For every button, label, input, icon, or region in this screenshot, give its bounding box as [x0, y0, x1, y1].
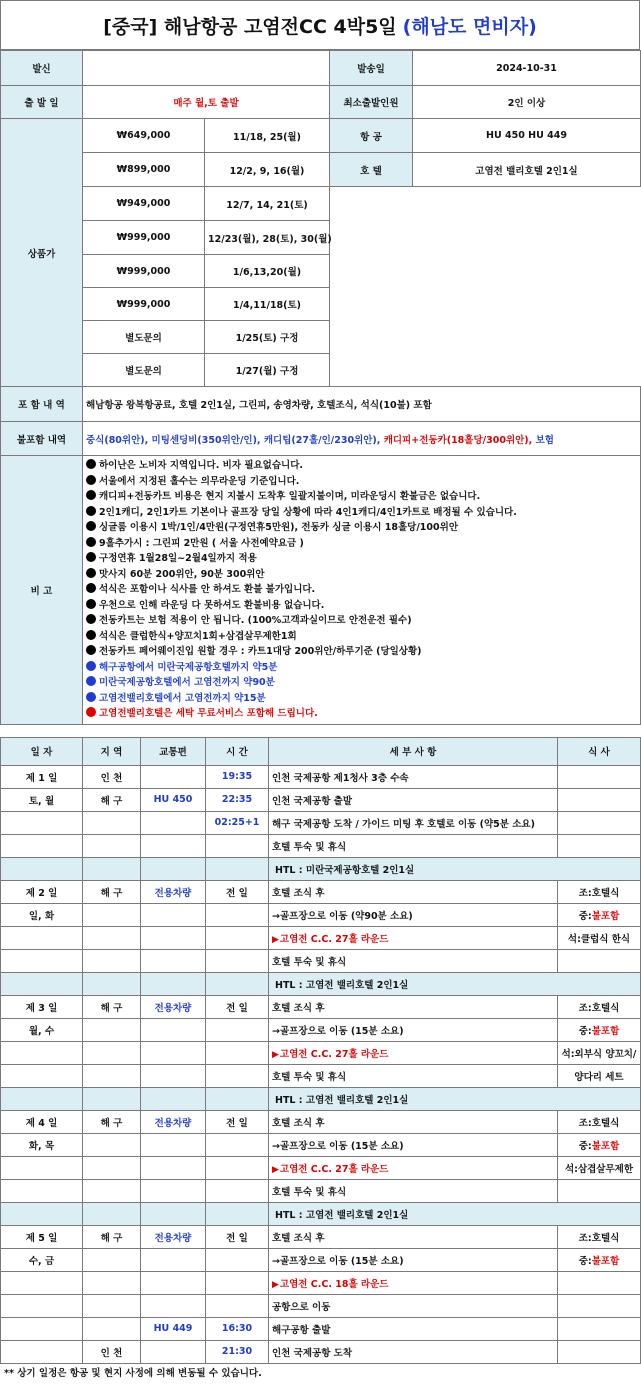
hotel-info: HTL : 미란국제공항호텔 2인1실: [269, 857, 641, 880]
time-cell: [206, 1271, 269, 1294]
meal-cell: 석:클럽식 한식: [558, 926, 641, 949]
day-cell: 일, 화: [1, 903, 83, 926]
meal-cell: [558, 1133, 641, 1156]
transport-cell: [141, 1179, 206, 1202]
transport-cell: [141, 1294, 206, 1317]
day-cell: 제 3 일: [1, 995, 83, 1018]
meal-cell: [558, 1317, 641, 1340]
bullet-icon: [86, 707, 96, 717]
region-cell: [83, 1248, 141, 1271]
meal-cell: 조:호텔식: [558, 1110, 641, 1133]
meal-prefix: 중:: [578, 910, 592, 922]
detail-text: 고염전 C.C. 27홀 라운드: [279, 933, 389, 945]
transport-cell: [141, 811, 206, 834]
meal-excluded: 불포함: [591, 1140, 620, 1152]
table-row: [1, 1248, 641, 1271]
table-row: [1, 1156, 641, 1179]
day-cell: [1, 949, 83, 972]
info-table: [0, 50, 641, 725]
meal-cell: 석:삼겹살무제한: [558, 1156, 641, 1179]
min-people-label: 최소출발인원: [330, 86, 413, 119]
transport-cell: [141, 1133, 206, 1156]
price-dates: 1/4,11/18(토): [205, 288, 330, 321]
day-cell: 월, 수: [1, 1018, 83, 1041]
region-cell: 인 천: [83, 765, 141, 788]
hotel-row-spacer: [1, 1202, 83, 1225]
notes-list: [83, 456, 641, 725]
exclude-value: [83, 422, 641, 456]
triangle-right-icon: ▶: [272, 1164, 279, 1175]
price-cell: ₩999,000: [83, 221, 205, 255]
note-text: 고염전밸리호텔은 세탁 무료서비스 포함해 드립니다.: [99, 708, 318, 719]
detail-cell: [269, 1271, 558, 1294]
region-cell: [83, 926, 141, 949]
note-text: 전동카트 페어웨이진입 원할 경우 : 카트1대당 200위안/하루기준 (당일상황): [99, 646, 422, 657]
note-item: [86, 706, 637, 722]
meal-cell: [558, 811, 641, 834]
detail-cell: 호텔 투숙 및 휴식: [269, 1064, 558, 1087]
bullet-icon: [86, 676, 96, 686]
day-cell: 제 4 일: [1, 1110, 83, 1133]
transport-cell: HU 449: [141, 1317, 206, 1340]
time-cell: [206, 1041, 269, 1064]
detail-cell: 호텔 투숙 및 휴식: [269, 834, 558, 857]
hotel-row-spacer: [206, 1202, 269, 1225]
day-cell: [1, 1271, 83, 1294]
time-cell: 02:25+1: [206, 811, 269, 834]
exclude-part-insurance: 보험: [535, 434, 554, 446]
hotel-row-spacer: [83, 1202, 141, 1225]
note-item: [86, 551, 637, 567]
note-item: [86, 489, 637, 505]
header-region: 지 역: [83, 737, 141, 765]
triangle-right-icon: ▶: [272, 1279, 279, 1290]
hotel-row-spacer: [141, 972, 206, 995]
time-cell: 전 일: [206, 995, 269, 1018]
price-dates: 12/2, 9, 16(월): [205, 153, 330, 187]
table-row: [1, 995, 641, 1018]
day-cell: 토, 월: [1, 788, 83, 811]
day-cell: 제 1 일: [1, 765, 83, 788]
time-cell: 22:35: [206, 788, 269, 811]
note-text: 석식은 클럽한식+양꼬치1회+삼겹살무제한1회: [99, 630, 297, 642]
meal-prefix: 중:: [578, 1025, 592, 1037]
price-dates: 12/23(월), 28(토), 30(월): [205, 221, 330, 255]
bullet-icon: [86, 692, 96, 702]
region-cell: [83, 1018, 141, 1041]
meal-prefix: 중:: [578, 1255, 592, 1267]
sender-label: 발신: [1, 51, 83, 86]
time-cell: [206, 1133, 269, 1156]
depart-value: 매주 월,토 출발: [83, 86, 330, 119]
note-item: [86, 675, 637, 691]
include-label: 포 함 내 역: [1, 387, 83, 422]
hotel-row-spacer: [1, 857, 83, 880]
meal-cell: 석:외부식 양꼬치/: [558, 1041, 641, 1064]
price-cell: ₩999,000: [83, 288, 205, 321]
note-item: [86, 613, 637, 629]
table-row: [1, 926, 641, 949]
region-cell: 해 구: [83, 880, 141, 903]
meal-cell: [558, 1294, 641, 1317]
triangle-right-icon: ▶: [272, 934, 279, 945]
header-transport: 교통편: [141, 737, 206, 765]
day-cell: [1, 1179, 83, 1202]
detail-cell: 인천 국제공항 제1청사 3층 수속: [269, 765, 558, 788]
hotel-info: HTL : 고염전 밸리호텔 2인1실: [269, 972, 641, 995]
min-people-value: 2인 이상: [413, 86, 641, 119]
day-cell: 제 5 일: [1, 1225, 83, 1248]
table-row: [1, 903, 641, 926]
bullet-icon: [86, 583, 96, 593]
detail-cell: [269, 1041, 558, 1064]
price-cell: 별도문의: [83, 354, 205, 387]
detail-cell: 인천 국제공항 출발: [269, 788, 558, 811]
detail-cell: 공항으로 이동: [269, 1294, 558, 1317]
bullet-icon: [86, 537, 96, 547]
time-cell: [206, 1064, 269, 1087]
transport-cell: 전용차량: [141, 1225, 206, 1248]
hotel-row-spacer: [141, 857, 206, 880]
meal-cell: [558, 788, 641, 811]
hotel-row-spacer: [206, 1087, 269, 1110]
title-main: [중국] 해남항공 고염전CC 4박5일: [103, 15, 397, 38]
detail-cell: →골프장으로 이동 (15분 소요): [269, 1248, 558, 1271]
hotel-row-spacer: [83, 857, 141, 880]
bullet-icon: [86, 506, 96, 516]
hotel-info: HTL : 고염전 밸리호텔 2인1실: [269, 1087, 641, 1110]
region-cell: 해 구: [83, 995, 141, 1018]
hotel-value: 고염전 밸리호텔 2인1실: [413, 153, 641, 187]
hotel-row: [1, 1087, 641, 1110]
time-cell: [206, 834, 269, 857]
note-item: [86, 629, 637, 645]
bullet-icon: [86, 661, 96, 671]
note-text: 하이난은 노비자 지역입니다. 비자 필요없습니다.: [99, 460, 303, 471]
day-cell: [1, 811, 83, 834]
detail-cell: 호텔 조식 후: [269, 880, 558, 903]
transport-cell: [141, 834, 206, 857]
region-cell: [83, 1271, 141, 1294]
note-text: 구정연휴 1월28일~2월4일까지 적용: [99, 553, 257, 564]
exclude-part-caddie-tip: 캐디팁(27홀/인/230위안),: [263, 434, 381, 446]
time-cell: 19:35: [206, 765, 269, 788]
meal-excluded: 불포함: [591, 1025, 620, 1037]
region-cell: [83, 949, 141, 972]
flight-value: HU 450 HU 449: [413, 119, 641, 153]
detail-cell: →골프장으로 이동 (약90분 소요): [269, 903, 558, 926]
table-row: [1, 1271, 641, 1294]
table-row: [1, 1110, 641, 1133]
detail-cell: 해구공항 출발: [269, 1317, 558, 1340]
bullet-icon: [86, 490, 96, 500]
region-cell: 인 천: [83, 1340, 141, 1363]
note-text: 캐디피+전동카트 비용은 현지 지불시 도착후 일괄지불이며, 미라운딩시 환불금은 없습니다.: [99, 491, 481, 502]
time-cell: [206, 1248, 269, 1271]
table-row: [1, 788, 641, 811]
time-cell: [206, 949, 269, 972]
transport-cell: 전용차량: [141, 995, 206, 1018]
price-cell: ₩649,000: [83, 119, 205, 153]
send-date-label: 발송일: [330, 51, 413, 86]
note-text: 싱글룸 이용시 1박/1인/4만원(구정연휴5만원), 전동카 싱글 이용시 18홀당/100위안: [99, 522, 458, 533]
transport-cell: [141, 1248, 206, 1271]
empty-area: [330, 187, 641, 387]
transport-cell: [141, 949, 206, 972]
time-cell: [206, 1156, 269, 1179]
hotel-row: [1, 972, 641, 995]
table-row: [1, 1340, 641, 1363]
transport-cell: [141, 1156, 206, 1179]
table-row: [1, 880, 641, 903]
note-item: [86, 582, 637, 598]
region-cell: [83, 1294, 141, 1317]
meal-cell: 조:호텔식: [558, 880, 641, 903]
day-cell: 제 2 일: [1, 880, 83, 903]
transport-cell: [141, 1041, 206, 1064]
bullet-icon: [86, 475, 96, 485]
day-cell: [1, 1340, 83, 1363]
detail-cell: 호텔 조식 후: [269, 995, 558, 1018]
hotel-row: [1, 857, 641, 880]
day-cell: [1, 1317, 83, 1340]
meal-cell: 양다리 세트: [558, 1064, 641, 1087]
time-cell: [206, 1294, 269, 1317]
bullet-icon: [86, 614, 96, 624]
region-cell: [83, 1041, 141, 1064]
region-cell: [83, 834, 141, 857]
note-text: 고염전밸리호텔에서 고염전까지 약15분: [99, 692, 266, 704]
hotel-row-spacer: [141, 1202, 206, 1225]
meal-cell: 조:호텔식: [558, 995, 641, 1018]
bullet-icon: [86, 552, 96, 562]
region-cell: [83, 811, 141, 834]
hotel-label: 호 텔: [330, 153, 413, 187]
detail-cell: 호텔 투숙 및 휴식: [269, 949, 558, 972]
table-row: [1, 1317, 641, 1340]
header-meal: 식 사: [558, 737, 641, 765]
transport-cell: [141, 765, 206, 788]
meal-cell: [558, 1248, 641, 1271]
note-item: [86, 567, 637, 583]
exclude-part-caddie-fee: 캐디피+전동카(18홀당/300위안),: [383, 434, 533, 446]
itinerary-table: [0, 737, 641, 1364]
detail-cell: [269, 926, 558, 949]
transport-cell: 전용차량: [141, 1110, 206, 1133]
hotel-row-spacer: [1, 1087, 83, 1110]
meal-cell: [558, 834, 641, 857]
note-item: [86, 505, 637, 521]
note-item: [86, 474, 637, 490]
flight-label: 항 공: [330, 119, 413, 153]
hotel-row-spacer: [83, 1087, 141, 1110]
table-row: [1, 1179, 641, 1202]
time-cell: [206, 926, 269, 949]
day-cell: [1, 834, 83, 857]
bullet-icon: [86, 630, 96, 640]
hotel-row-spacer: [83, 972, 141, 995]
region-cell: 해 구: [83, 788, 141, 811]
time-cell: 전 일: [206, 1225, 269, 1248]
detail-text: 고염전 C.C. 27홀 라운드: [279, 1048, 389, 1060]
region-cell: [83, 1064, 141, 1087]
notes-label: 비 고: [1, 456, 83, 725]
time-cell: 전 일: [206, 1110, 269, 1133]
region-cell: [83, 1317, 141, 1340]
detail-cell: 해구 국제공항 도착 / 가이드 미팅 후 호텔로 이동 (약5분 소요): [269, 811, 558, 834]
transport-cell: [141, 926, 206, 949]
triangle-right-icon: ▶: [272, 1049, 279, 1060]
price-dates: 1/27(월) 구정: [205, 354, 330, 387]
meal-cell: [558, 1271, 641, 1294]
note-text: 맛사지 60분 200위안, 90분 300위안: [99, 568, 265, 580]
price-dates: 1/25(토) 구정: [205, 321, 330, 354]
table-row: [1, 1225, 641, 1248]
region-cell: 해 구: [83, 1225, 141, 1248]
meal-cell: [558, 1179, 641, 1202]
hotel-row-spacer: [206, 857, 269, 880]
table-row: [1, 1294, 641, 1317]
hotel-info: HTL : 고염전 밸리호텔 2인1실: [269, 1202, 641, 1225]
detail-cell: →골프장으로 이동 (15분 소요): [269, 1133, 558, 1156]
sender-value: [83, 51, 330, 86]
time-cell: [206, 903, 269, 926]
send-date-value: 2024-10-31: [413, 51, 641, 86]
table-row: [1, 765, 641, 788]
note-text: 해구공항에서 미란국제공항호텔까지 약5분: [99, 661, 278, 673]
note-item: [86, 536, 637, 552]
header-time: 시 간: [206, 737, 269, 765]
day-cell: 수, 금: [1, 1248, 83, 1271]
time-cell: [206, 1179, 269, 1202]
note-text: 전동카트는 보험 적용이 안 됩니다. (100%고객과실이므로 안전운전 필수): [99, 615, 412, 626]
meal-excluded: 불포함: [591, 910, 620, 922]
price-dates: 11/18, 25(월): [205, 119, 330, 153]
document-title: [0, 0, 640, 50]
bullet-icon: [86, 459, 96, 469]
note-item: [86, 644, 637, 660]
hotel-row: [1, 1202, 641, 1225]
bullet-icon: [86, 645, 96, 655]
bullet-icon: [86, 568, 96, 578]
price-dates: 1/6,13,20(월): [205, 255, 330, 288]
bullet-icon: [86, 521, 96, 531]
transport-cell: [141, 1018, 206, 1041]
price-cell: 별도문의: [83, 321, 205, 354]
detail-text: 고염전 C.C. 27홀 라운드: [279, 1163, 389, 1175]
meal-cell: [558, 903, 641, 926]
table-row: [1, 1041, 641, 1064]
region-cell: [83, 1156, 141, 1179]
detail-cell: 호텔 조식 후: [269, 1225, 558, 1248]
transport-cell: [141, 1340, 206, 1363]
region-cell: [83, 1133, 141, 1156]
table-row: [1, 834, 641, 857]
include-value: 해남항공 왕복항공료, 호텔 2인1실, 그린피, 송영차량, 호텔조식, 석식(10불) 포함: [83, 387, 641, 422]
transport-cell: [141, 1064, 206, 1087]
meal-cell: 조:호텔식: [558, 1225, 641, 1248]
transport-cell: [141, 1271, 206, 1294]
note-item: [86, 598, 637, 614]
table-row: [1, 949, 641, 972]
hotel-row-spacer: [206, 972, 269, 995]
time-cell: 21:30: [206, 1340, 269, 1363]
region-cell: [83, 1179, 141, 1202]
region-cell: [83, 903, 141, 926]
meal-cell: [558, 1018, 641, 1041]
note-item: [86, 458, 637, 474]
meal-cell: [558, 949, 641, 972]
price-dates: 12/7, 14, 21(토): [205, 187, 330, 221]
footer-note: ** 상기 일정은 항공 및 현지 사정에 의해 변동될 수 있습니다.: [4, 1367, 262, 1379]
note-text: 2인1캐디, 2인1카트 기본이나 골프장 당일 상황에 따라 4인1캐디/4인1카트로 배정될 수 있습니다.: [99, 506, 517, 518]
note-text: 석식은 포함이나 식사를 안 하셔도 환불 불가입니다.: [99, 584, 316, 595]
meal-prefix: 중:: [578, 1140, 592, 1152]
detail-cell: 호텔 투숙 및 휴식: [269, 1179, 558, 1202]
meal-cell: [558, 1340, 641, 1363]
day-cell: [1, 1156, 83, 1179]
note-item: [86, 691, 637, 707]
hotel-row-spacer: [141, 1087, 206, 1110]
hotel-row-spacer: [1, 972, 83, 995]
time-cell: [206, 1018, 269, 1041]
day-cell: [1, 1294, 83, 1317]
depart-label: 출 발 일: [1, 86, 83, 119]
detail-cell: [269, 1156, 558, 1179]
note-text: 우천으로 인해 라운딩 다 못하셔도 환불비용 없습니다.: [99, 599, 325, 611]
day-cell: 화, 목: [1, 1133, 83, 1156]
detail-cell: 인천 국제공항 도착: [269, 1340, 558, 1363]
time-cell: 16:30: [206, 1317, 269, 1340]
table-row: [1, 1133, 641, 1156]
meal-excluded: 불포함: [591, 1255, 620, 1267]
price-cell: ₩899,000: [83, 153, 205, 187]
note-item: [86, 660, 637, 676]
price-cell: ₩949,000: [83, 187, 205, 221]
meal-cell: [558, 765, 641, 788]
day-cell: [1, 1041, 83, 1064]
time-cell: 전 일: [206, 880, 269, 903]
transport-cell: [141, 903, 206, 926]
note-text: 서울에서 지정된 홀수는 의무라운딩 기준입니다.: [99, 475, 300, 487]
detail-text: 고염전 C.C. 18홀 라운드: [279, 1278, 389, 1290]
note-text: 9홀추가시 : 그린피 2만원 ( 서울 사전예약요금 ): [99, 537, 304, 549]
region-cell: 해 구: [83, 1110, 141, 1133]
price-cell: ₩999,000: [83, 255, 205, 288]
title-highlight: (해남도 면비자): [402, 15, 537, 38]
table-row: [1, 1018, 641, 1041]
day-cell: [1, 926, 83, 949]
transport-cell: HU 450: [141, 788, 206, 811]
table-row: [1, 1064, 641, 1087]
header-detail: 세 부 사 항: [269, 737, 558, 765]
exclude-part-meals: 중식(80위안), 미팅센딩비(350위안/인),: [86, 434, 261, 446]
table-row: [1, 811, 641, 834]
exclude-label: 불포함 내역: [1, 422, 83, 456]
note-item: [86, 520, 637, 536]
detail-cell: 호텔 조식 후: [269, 1110, 558, 1133]
bullet-icon: [86, 599, 96, 609]
transport-cell: 전용차량: [141, 880, 206, 903]
day-cell: [1, 1064, 83, 1087]
price-label: 상품가: [1, 119, 83, 387]
note-text: 미란국제공항호텔에서 고염전까지 약90분: [99, 677, 275, 688]
detail-cell: →골프장으로 이동 (15분 소요): [269, 1018, 558, 1041]
header-day: 일 자: [1, 737, 83, 765]
